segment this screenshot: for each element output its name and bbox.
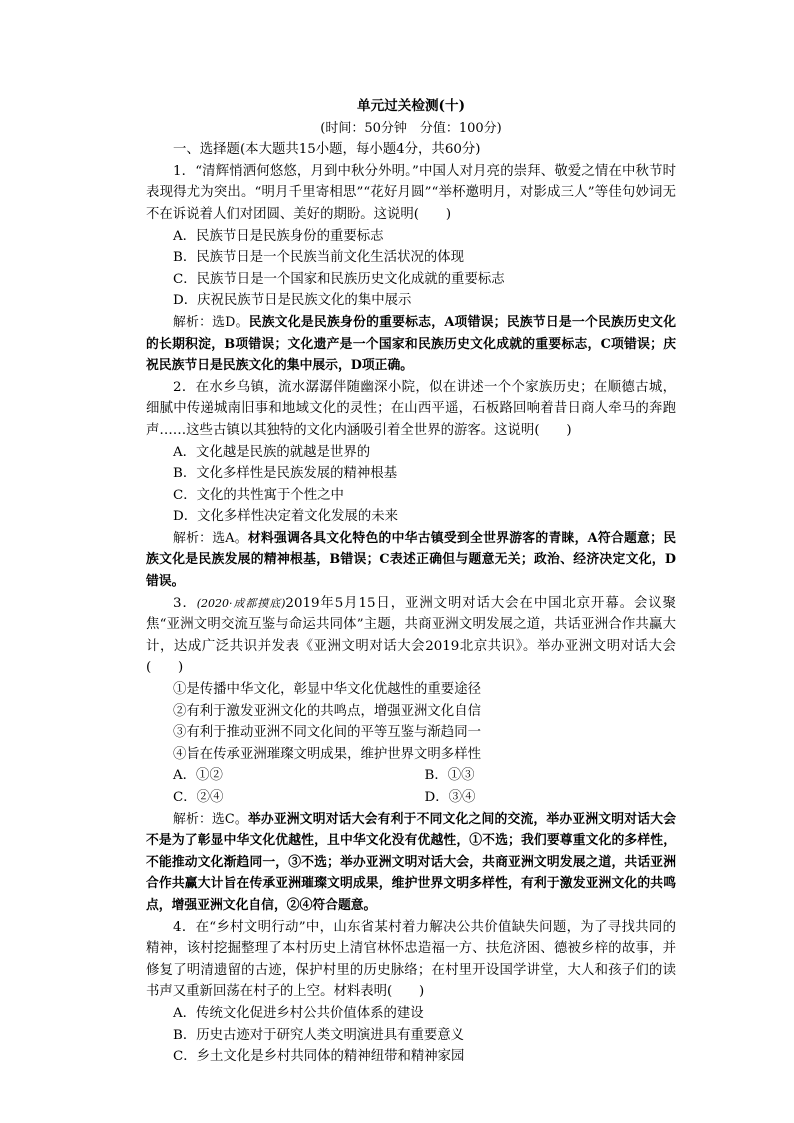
question-3-text: 2019年5月15日，亚洲文明对话大会在中国北京开幕。会议聚焦“亚洲文明交流互鉴与命运共同体”主题，共商亚洲文明发展之道，共话亚洲合作共赢大计，达成广泛共识并发表《亚洲文明对话大会2019北京共识》。举办亚洲文明对话大会( ) xyxy=(146,595,676,676)
question-1-option-b: B．民族节日是一个民族当前文化生活状况的体现 xyxy=(173,250,465,266)
analysis-text: 民族文化是民族身份的重要标志，A项错误；民族节日是一个民族历史文化的长期积淀，B项错误；文化遗产是一个国家和民族历史文化成就的重要标志，C项错误；庆祝民族节日是民族文化的集中展示，D项正确。 xyxy=(146,314,676,374)
question-1-option-d: D．庆祝民族节日是民族文化的集中展示 xyxy=(173,293,412,309)
question-3-number: 3． xyxy=(173,595,197,611)
question-3-option-a: A．①② xyxy=(173,768,223,784)
analysis-text: 举办亚洲文明对话大会有利于不同文化之间的交流，举办亚洲文明对话大会不是为了彰显中华文化优越性，且中华文化没有优越性，①不选；我们要尊重文化的多样性，不能推动文化渐趋同一，③不选；举办亚洲文明对话大会，共商亚洲文明发展之道，共话亚洲合作共赢大计旨在传承亚洲璀璨文明成果，维护世界文明多样性，有利于激发亚洲文化的共鸣点，增强亚洲文化自信，②④符合题意。 xyxy=(146,811,677,913)
analysis-label: 解析：选D。 xyxy=(173,314,249,330)
page-subtitle: (时间：50分钟 分值：100分) xyxy=(320,120,502,136)
question-3-option-d: D．③④ xyxy=(424,790,476,805)
question-3-source: (2020·成都摸底) xyxy=(196,596,286,610)
question-2-option-d: D．文化多样性决定着文化发展的未来 xyxy=(173,509,398,525)
question-4-stem: 4．在“乡村文明行动”中，山东省某村着力解决公共价值缺失问题，为了寻找共同的精神，该村挖掘整理了本村历史上清官林怀忠造福一方、扶危济困、德被乡梓的故事，并修复了明清遗留的古迹，保护村里的历史脉络；在村里开设国学讲堂，大人和孩子们的读书声又重新回荡在村子的上空。材料表明( ) xyxy=(146,919,676,1000)
question-3-item-1: ①是传播中华文化，彰显中华文化优越性的重要途径 xyxy=(173,682,481,698)
question-4-option-a: A．传统文化促进乡村公共价值体系的建设 xyxy=(173,1005,424,1021)
question-2-analysis xyxy=(146,528,676,593)
question-1-option-c: C．民族节日是一个国家和民族历史文化成就的重要标志 xyxy=(173,271,505,287)
question-3-item-3: ③有利于推动亚洲不同文化间的平等互鉴与渐趋同一 xyxy=(173,725,481,741)
question-3-analysis xyxy=(146,809,676,917)
question-3-item-4: ④旨在传承亚洲璀璨文明成果，维护世界文明多样性 xyxy=(173,746,481,762)
question-3-stem xyxy=(146,593,676,679)
question-4-option-b: B．历史古迹对于研究人类文明演进具有重要意义 xyxy=(173,1027,465,1043)
question-1-stem: 1．“清辉悄洒何悠悠，月到中秋分外明。”中国人对月亮的崇拜、敬爱之情在中秋节时表现得尤为突出。“明月千里寄相思”“花好月圆”“举杯邀明月，对影成三人”等佳句妙词无不在诉说着人们对团圆、美好的期盼。这说明( ) xyxy=(146,163,676,222)
exam-sheet xyxy=(146,96,676,1068)
question-3-item-2: ②有利于激发亚洲文化的共鸣点，增强亚洲文化自信 xyxy=(173,703,481,719)
question-2-stem: 2．在水乡乌镇，流水潺潺伴随幽深小院，似在讲述一个个家族历史；在顺德古城，细腻中传递城南旧事和地域文化的灵性；在山西平遥，石板路回响着昔日商人牵马的奔跑声……这些古镇以其独特的文化内涵吸引着全世界的游客。这说明( ) xyxy=(146,379,676,438)
question-4-option-c: C．乡土文化是乡村共同体的精神纽带和精神家园 xyxy=(173,1049,465,1065)
question-3-option-b: B．①③ xyxy=(424,768,475,784)
question-2-option-a: A．文化越是民族的就越是世界的 xyxy=(173,444,371,460)
question-3-options-row-1 xyxy=(146,765,676,787)
question-3-options-row-2 xyxy=(146,787,676,809)
analysis-text: 材料强调各具文化特色的中华古镇受到全世界游客的青睐，A符合题意；民族文化是民族发展的精神根基，B错误；C表述正确但与题意无关；政治、经济决定文化，D错误。 xyxy=(146,530,676,590)
question-1-option-a: A．民族节日是民族身份的重要标志 xyxy=(173,228,384,244)
analysis-label: 解析：选A。 xyxy=(173,530,248,546)
question-3-option-c: C．②④ xyxy=(173,790,224,805)
question-2-option-b: B．文化多样性是民族发展的精神根基 xyxy=(173,466,398,482)
page-title: 单元过关检测(十) xyxy=(356,98,466,114)
section-heading: 一、选择题(本大题共15小题，每小题4分，共60分) xyxy=(173,142,481,158)
analysis-label: 解析：选C。 xyxy=(173,811,248,827)
question-2-option-c: C．文化的共性寓于个性之中 xyxy=(173,487,344,503)
question-1-analysis xyxy=(146,312,676,377)
